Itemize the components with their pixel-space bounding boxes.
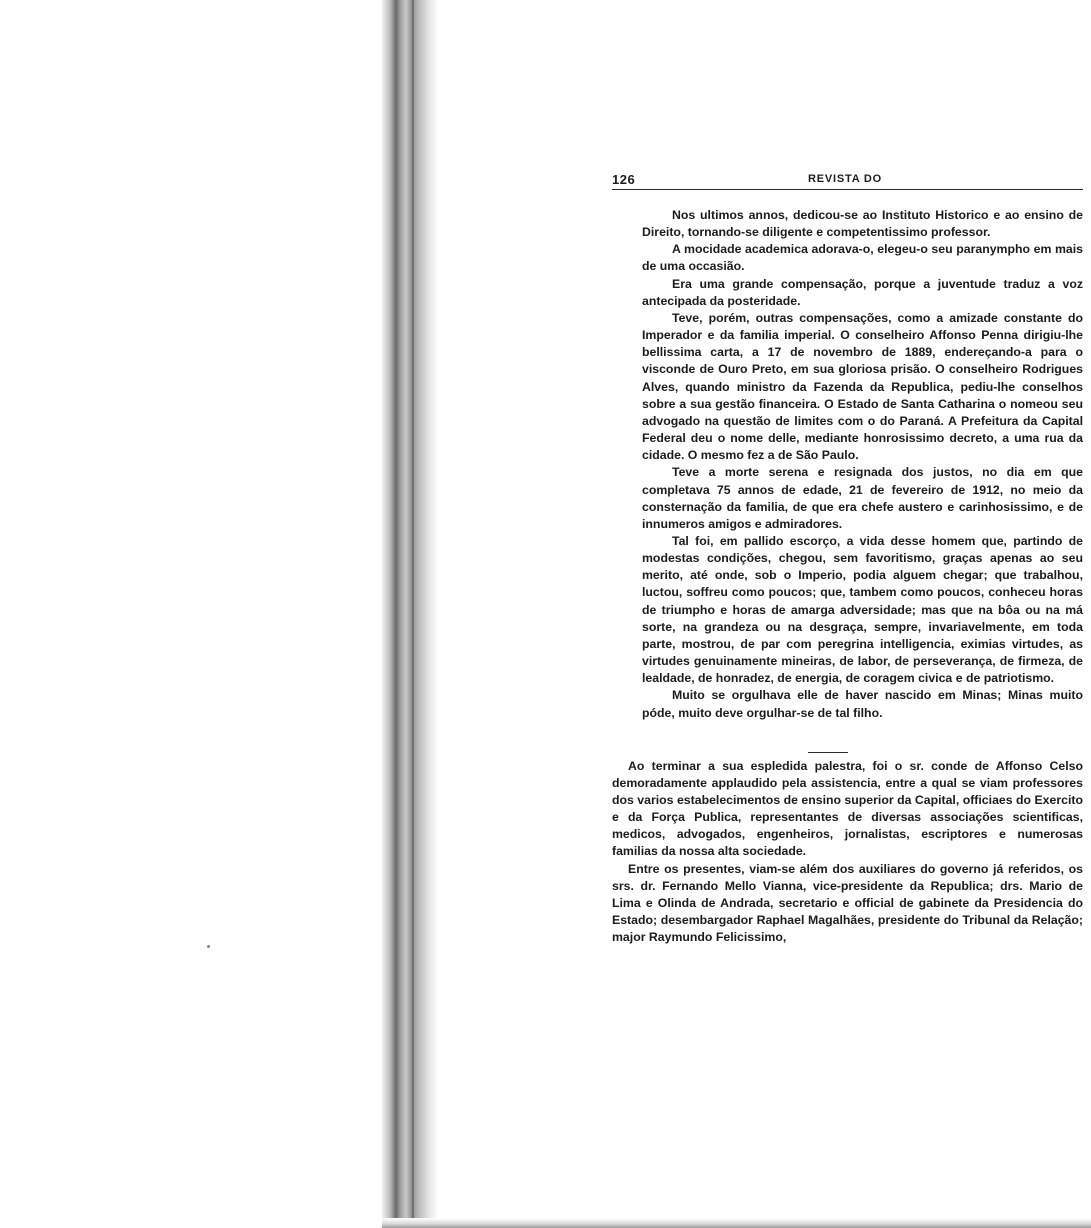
paragraph: Teve a morte serena e resignada dos justos, no dia em que completava 75 annos de edade, 21 de fevereiro de 1912, no meio da consternação da familia, de que era chefe austero e carinhosissimo, e de innumeros amigos e admiradores. bbox=[642, 465, 1083, 531]
speech-section bbox=[612, 207, 1083, 722]
page-number: 126 bbox=[612, 172, 636, 187]
paper-speck bbox=[207, 945, 210, 948]
paragraph: Ao terminar a sua espledida palestra, foi o sr. conde de Affonso Celso demoradamente applaudido pela assistencia, entre a qual se viam professores dos varios estabelecimentos de ensino superior da Capital, officiaes do Exercito e da Força Publica, representantes de diversas associações scientificas, medicos, advogados, engenheiros, jornalistas, escriptores e numerosas familias da nossa alta sociedade. bbox=[612, 758, 1083, 859]
paragraph: A mocidade academica adorava-o, elegeu-o seu paranympho em mais de uma occasião. bbox=[642, 242, 1083, 274]
paragraph: Era uma grande compensação, porque a juventude traduz a voz antecipada da posteridade. bbox=[642, 276, 1083, 308]
paragraph: Muito se orgulhava elle de haver nascido em Minas; Minas muito póde, muito deve orgulhar-se de tal filho. bbox=[642, 688, 1083, 720]
paragraph: Teve, porém, outras compensações, como a amizade constante do Imperador e da familia imperial. O conselheiro Affonso Penna dirigiu-lhe bellissima carta, a 17 de novembro de 1889, endereçando-a para o visconde de Ouro Preto, em sua gloriosa prisão. O conselheiro Rodrigues Alves, quando ministro da Fazenda da Republica, pediu-lhe conselhos sobre a sua gestão financeira. O Estado de Santa Catharina o nomeou seu advogado na questão de limites com o do Paraná. A Prefeitura da Capital Federal deu o nome delle, mediante honrosissimo decreto, a uma rua da cidade. O mesmo fez a de São Paulo. bbox=[642, 310, 1083, 463]
binding-edge-line bbox=[412, 0, 414, 1228]
running-head: REVISTA DO bbox=[808, 173, 883, 185]
page-bottom-shadow bbox=[382, 1218, 1091, 1228]
paragraph: Entre os presentes, viam-se além dos auxiliares do governo já referidos, os srs. dr. Fernando Mello Vianna, vice-presidente da Republica; drs. Mario de Lima e Olinda de Andrada, secretario e official de gabinete da Presidencia do Estado; desembargador Raphael Magalhães, presidente do Tribunal da Relação; major Raymundo Felicissimo, bbox=[612, 861, 1083, 945]
header-rule bbox=[612, 189, 1083, 190]
left-page-blank bbox=[0, 0, 382, 1228]
report-section bbox=[612, 758, 1083, 947]
paragraph: Nos ultimos annos, dedicou-se ao Instituto Historico e ao ensino de Direito, tornando-se diligente e competentissimo professor. bbox=[642, 208, 1083, 240]
body-text bbox=[612, 207, 1083, 946]
book-binding-gutter bbox=[382, 0, 438, 1228]
paragraph: Tal foi, em pallido escorço, a vida desse homem que, partindo de modestas condições, chegou, sem favoritismo, graças apenas ao seu merito, até onde, sob o Imperio, podia alguem chegar; que trabalhou, luctou, soffreu como poucos; que, tambem como poucos, conheceu horas de triumpho e horas de amarga adversidade; mas que na bôa ou na má sorte, na grandeza ou na desgraça, sempre, invariavelmente, em toda parte, mostrou, de par com peregrina intelligencia, eximias virtudes, as virtudes genuinamente mineiras, de labor, de perseverança, de firmeza, de lealdade, de honradez, de energia, de coragem civica e de patriotismo. bbox=[642, 533, 1083, 686]
section-divider bbox=[808, 752, 848, 753]
